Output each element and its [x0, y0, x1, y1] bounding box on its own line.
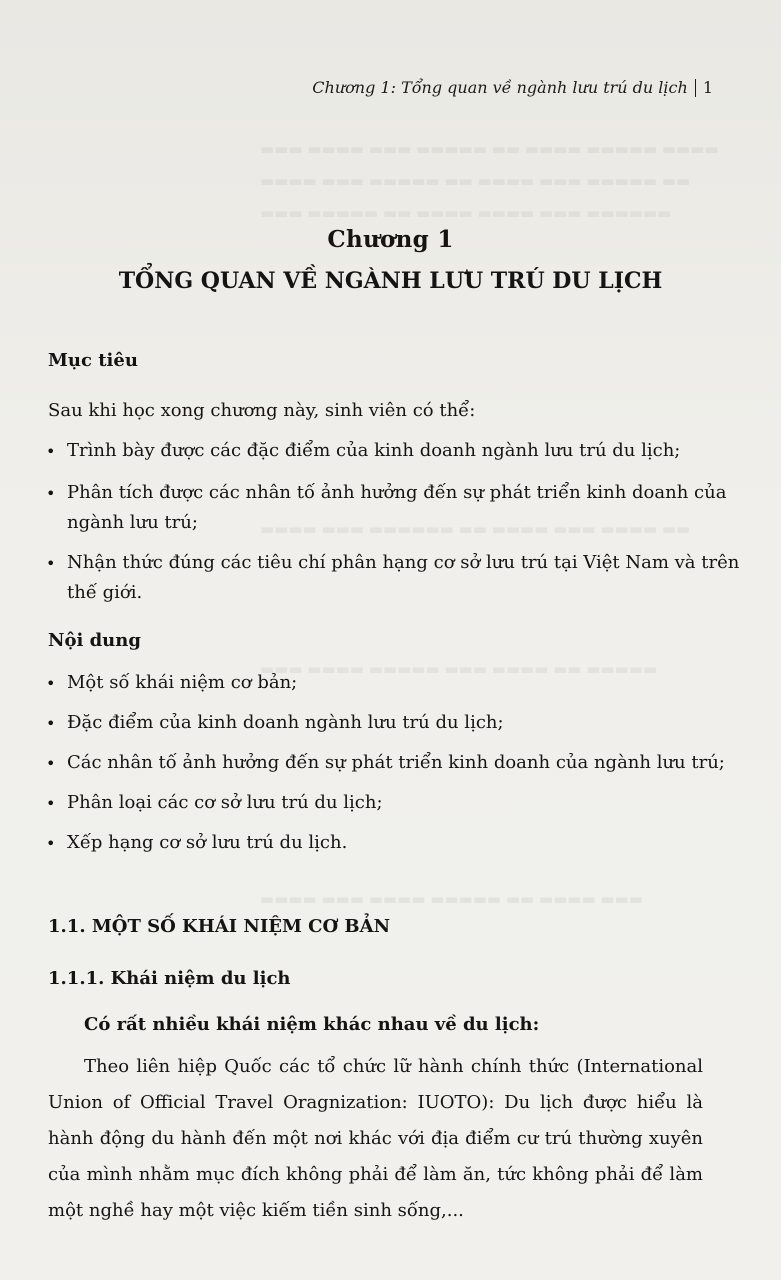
bleed-through-line: ▬▬▬ ▬▬▬▬▬ ▬▬ ▬▬▬▬ ▬▬▬▬ ▬▬▬ ▬▬▬▬▬▬: [260, 204, 672, 222]
running-header: [312, 78, 713, 97]
section-heading: 1.1. MỘT SỐ KHÁI NIỆM CƠ BẢN: [48, 916, 391, 937]
contents-item: Các nhân tố ảnh hưởng đến sự phát triển kinh doanh của ngành lưu trú;: [67, 752, 725, 773]
contents-item: Phân loại các cơ sở lưu trú du lịch;: [67, 792, 383, 813]
page-number: 1: [702, 78, 713, 97]
bullet-marker: •: [46, 554, 56, 573]
paragraph-line: Union of Official Travel Oragnization: IUOTO): Du lịch được hiểu là: [48, 1092, 703, 1113]
objective-item-continued: ngành lưu trú;: [67, 512, 198, 533]
bullet-marker: •: [46, 834, 56, 853]
paragraph-line: Theo liên hiệp Quốc các tổ chức lữ hành chính thức (International: [84, 1056, 703, 1077]
objectives-intro: Sau khi học xong chương này, sinh viên có thể:: [48, 400, 476, 421]
bleed-through-line: ▬▬▬▬ ▬▬▬ ▬▬▬▬▬ ▬▬ ▬▬▬▬ ▬▬▬ ▬▬▬▬▬ ▬▬: [260, 172, 691, 190]
bullet-marker: •: [46, 674, 56, 693]
bullet-marker: •: [46, 714, 56, 733]
objectives-heading: Mục tiêu: [48, 350, 138, 371]
bleed-through-line: ▬▬▬ ▬▬▬▬ ▬▬▬▬▬ ▬▬▬ ▬▬▬▬ ▬▬ ▬▬▬▬▬: [260, 660, 658, 678]
bullet-marker: •: [46, 794, 56, 813]
paragraph-line: của mình nhằm mục đích không phải để làm ăn, tức không phải để làm: [48, 1164, 703, 1185]
contents-heading: Nội dung: [48, 630, 141, 651]
paragraph-line-last: một nghề hay một việc kiếm tiền sinh sống,...: [48, 1200, 464, 1221]
running-header-title: Chương 1: Tổng quan về ngành lưu trú du lịch: [312, 78, 688, 97]
objective-item-continued: thế giới.: [67, 582, 143, 603]
subsection-heading: 1.1.1. Khái niệm du lịch: [48, 968, 291, 989]
contents-item: Xếp hạng cơ sở lưu trú du lịch.: [67, 832, 348, 853]
bleed-through-line: ▬▬▬ ▬▬▬▬ ▬▬▬ ▬▬▬▬▬ ▬▬ ▬▬▬▬ ▬▬▬▬▬ ▬▬▬▬: [260, 140, 719, 158]
header-divider: [695, 79, 696, 97]
contents-item: Đặc điểm của kinh doanh ngành lưu trú du lịch;: [67, 712, 504, 733]
bullet-marker: •: [46, 754, 56, 773]
objective-item: Nhận thức đúng các tiêu chí phân hạng cơ sở lưu trú tại Việt Nam và trên: [67, 552, 740, 573]
lead-sentence: Có rất nhiều khái niệm khác nhau về du lịch:: [84, 1014, 540, 1035]
objective-item: Phân tích được các nhân tố ảnh hưởng đến sự phát triển kinh doanh của: [67, 482, 727, 503]
bleed-through-line: ▬▬▬▬ ▬▬▬ ▬▬▬▬ ▬▬▬▬▬ ▬▬ ▬▬▬▬ ▬▬▬: [260, 890, 643, 908]
chapter-label: Chương 1: [327, 226, 454, 253]
contents-item: Một số khái niệm cơ bản;: [67, 672, 298, 693]
bullet-marker: •: [46, 484, 56, 503]
chapter-title: TỔNG QUAN VỀ NGÀNH LƯU TRÚ DU LỊCH: [118, 268, 663, 294]
objective-item: Trình bày được các đặc điểm của kinh doanh ngành lưu trú du lịch;: [67, 440, 681, 461]
bleed-through-line: ▬▬▬▬ ▬▬▬ ▬▬▬▬▬▬ ▬▬ ▬▬▬▬ ▬▬▬ ▬▬▬▬ ▬▬: [260, 520, 691, 538]
paragraph-line: hành động du hành đến một nơi khác với địa điểm cư trú thường xuyên: [48, 1128, 703, 1149]
bullet-marker: •: [46, 442, 56, 461]
